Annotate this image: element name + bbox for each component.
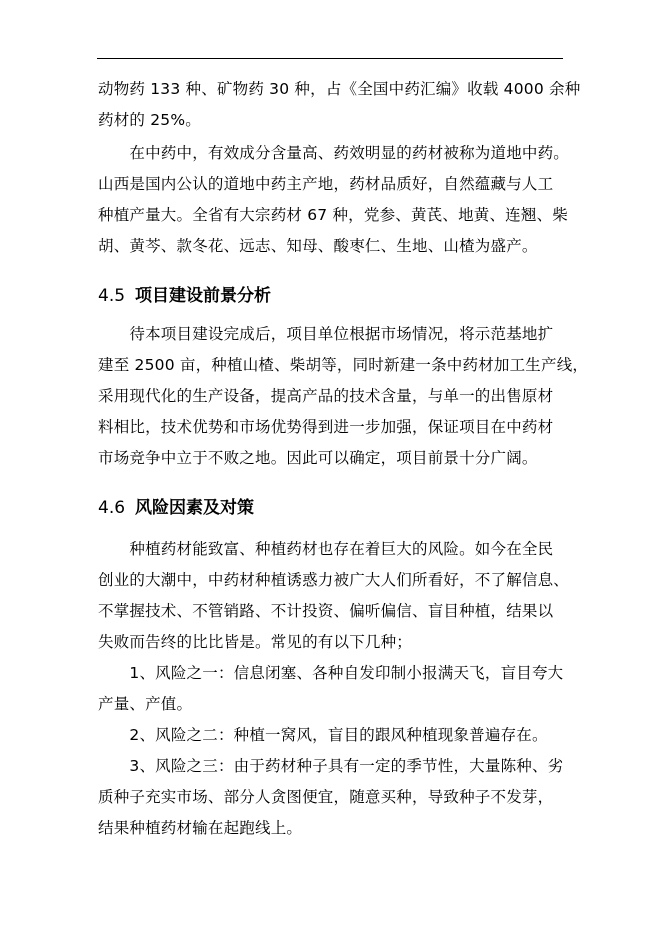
- text-line: 1、风险之一：信息闭塞、各种自发印制小报满天飞，盲目夸大: [98, 664, 564, 682]
- text-line: 3、风险之三：由于药材种子具有一定的季节性，大量陈种、劣: [98, 757, 564, 775]
- section-heading-4-6: [98, 496, 254, 520]
- paragraph-medicinal-species: [98, 74, 581, 136]
- text-line: 不掌握技术、不管销路、不计投资、偏听偏信、盲目种植，结果以: [98, 602, 554, 620]
- text-line: 质种子充实市场、部分人贪图便宜，随意买种，导致种子不发芽，: [98, 788, 554, 806]
- section-title: 项目建设前景分析: [135, 286, 272, 306]
- paragraph-project-prospects: [98, 319, 589, 474]
- section-number: 4.6: [98, 498, 126, 518]
- text-line: 建至 2500 亩，种植山楂、柴胡等，同时新建一条中药材加工生产线，: [98, 356, 589, 374]
- paragraph-risk-intro: [98, 534, 568, 658]
- text-line: 创业的大潮中，中药材种植诱惑力被广大人们所看好，不了解信息、: [98, 571, 570, 589]
- text-line: 料相比，技术优势和市场优势得到进一步加强，保证项目在中药材: [98, 418, 554, 436]
- text-line: 采用现代化的生产设备，提高产品的技术含量，与单一的出售原材: [98, 387, 554, 405]
- text-line: 结果种植药材输在起跑线上。: [98, 819, 303, 837]
- section-heading-4-5: [98, 284, 271, 308]
- paragraph-daodi-medicine: [98, 138, 568, 262]
- text-line: 市场竞争中立于不败之地。因此可以确定，项目前景十分广阔。: [98, 449, 538, 467]
- text-line: 胡、黄芩、款冬花、远志、知母、酸枣仁、生地、山楂为盛产。: [98, 237, 538, 255]
- text-line: 动物药 133 种、矿物药 30 种，占《全国中药汇编》收载 4000 余种: [98, 80, 581, 98]
- paragraph-risk-3: [98, 751, 568, 844]
- section-title: 风险因素及对策: [135, 498, 255, 518]
- paragraph-risk-2: [98, 720, 568, 751]
- text-line: 山西是国内公认的道地中药主产地，药材品质好，自然蕴藏与人工: [98, 175, 554, 193]
- text-line: 产量、产值。: [98, 695, 193, 713]
- text-line: 失败而告终的比比皆是。常见的有以下几种；: [98, 633, 413, 651]
- text-line: 在中药中，有效成分含量高、药效明显的药材被称为道地中药。: [98, 144, 570, 162]
- header-rule: [97, 58, 563, 59]
- text-line: 2、风险之二：种植一窝风，盲目的跟风种植现象普遍存在。: [98, 726, 548, 744]
- section-number: 4.5: [98, 286, 126, 306]
- text-line: 种植药材能致富、种植药材也存在着巨大的风险。如今在全民: [98, 540, 554, 558]
- paragraph-risk-1: [98, 658, 568, 720]
- text-line: 种植产量大。全省有大宗药材 67 种，党参、黄芪、地黄、连翘、柴: [98, 206, 568, 224]
- text-line: 待本项目建设完成后，项目单位根据市场情况，将示范基地扩: [98, 325, 554, 343]
- text-line: 药材的 25%。: [98, 111, 201, 129]
